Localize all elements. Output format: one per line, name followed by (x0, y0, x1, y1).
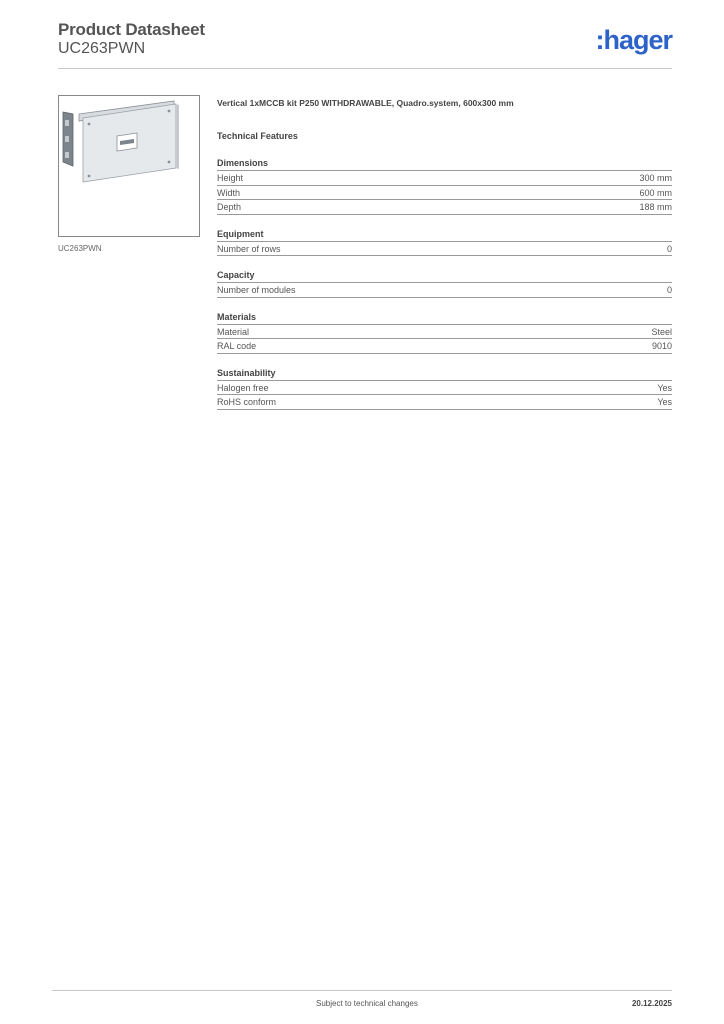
header-divider (58, 68, 672, 69)
spec-section-dimensions (217, 156, 672, 215)
product-description: Vertical 1xMCCB kit P250 WITHDRAWABLE, Quadro.system, 600x300 mm (217, 98, 514, 108)
spec-section-materials (217, 310, 672, 354)
spec-value: 0 (666, 243, 672, 254)
spec-content (217, 96, 672, 410)
spec-label: Width (217, 187, 241, 198)
section-title: Capacity (217, 268, 672, 283)
hager-logo: :hager (595, 25, 672, 55)
spec-row (217, 339, 672, 354)
product-illustration-icon (59, 96, 199, 236)
spec-row (217, 186, 672, 201)
spec-value: Steel (651, 326, 672, 337)
spec-row (217, 283, 672, 298)
spec-section-equipment (217, 227, 672, 257)
spec-value: Yes (657, 382, 672, 393)
spec-value: 9010 (651, 341, 672, 351)
section-title: Equipment (217, 227, 672, 242)
product-image (58, 95, 200, 237)
footer-date: 20.12.2025 (631, 999, 672, 1008)
spec-label: Number of modules (217, 285, 296, 295)
spec-value: 300 mm (639, 173, 672, 183)
spec-section-sustainability (217, 366, 672, 410)
spec-row (217, 325, 672, 340)
spec-row (217, 200, 672, 215)
spec-label: Depth (217, 202, 242, 212)
spec-row (217, 242, 672, 257)
spec-value: 188 mm (639, 202, 672, 212)
spec-row (217, 395, 672, 410)
spec-section-capacity (217, 268, 672, 298)
section-title: Materials (217, 310, 672, 325)
spec-value: 0 (666, 285, 672, 295)
spec-label: RoHS conform (217, 397, 277, 407)
section-title: Dimensions (217, 156, 672, 171)
image-caption: UC263PWN (58, 244, 102, 253)
spec-row (217, 381, 672, 396)
product-code: UC263PWN (58, 40, 146, 57)
spec-value: Yes (657, 397, 672, 407)
page-title: Product Datasheet (58, 20, 205, 39)
page-header (58, 20, 672, 70)
footer-divider (52, 990, 672, 991)
technical-features-heading: Technical Features (217, 131, 298, 141)
spec-row (217, 171, 672, 186)
spec-label: Number of rows (217, 243, 281, 254)
spec-label: Height (217, 173, 244, 183)
spec-label: RAL code (217, 341, 257, 351)
spec-label: Material (217, 326, 250, 337)
footer-note: Subject to technical changes (316, 999, 418, 1008)
spec-label: Halogen free (217, 382, 269, 393)
spec-value: 600 mm (639, 187, 672, 198)
section-title: Sustainability (217, 366, 672, 381)
